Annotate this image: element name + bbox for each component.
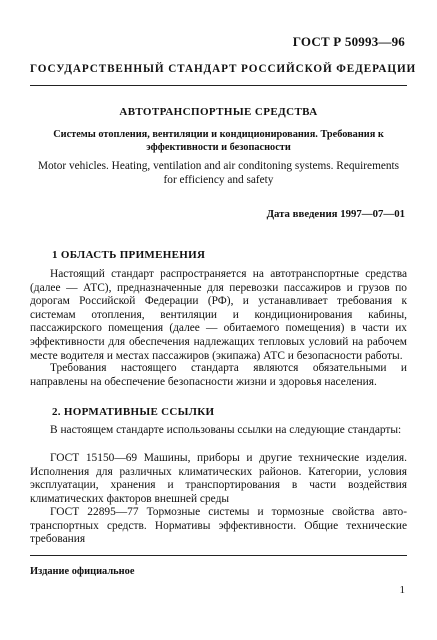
section-heading-scope: 1 ОБЛАСТЬ ПРИМЕНЕНИЯ: [52, 249, 206, 261]
paragraph-reference-gost-15150: ГОСТ 15150—69 Машины, приборы и другие технические изделия. Исполнения для различных климатических районов. Категории, условия эксплуатации, хранения и транспортирования в части воздействия климатических факторов внешней среды: [30, 452, 407, 505]
introduction-date: Дата введения 1997—07—01: [266, 208, 405, 220]
page-number: 1: [399, 584, 405, 596]
document-number: ГОСТ Р 50993—96: [292, 34, 405, 49]
footer-divider: [30, 555, 407, 556]
standard-title: ГОСУДАРСТВЕННЫЙ СТАНДАРТ РОССИЙСКОЙ ФЕДЕРАЦИИ: [30, 63, 417, 75]
paragraph-scope-1: Настоящий стандарт распространяется на автотранспортные средства (далее — АТС), предназначенные для перевозки пассажиров и грузов по дорогам Российской Федерации (РФ), и устанавливает требования к системам отопления, вентиляции и кондиционирования кабины, пассажирского помещения (далее — обитаемого помещения) в части их эффективности для обеспечения надлежащих тепловых условий на рабочем месте водителя и местах пассажиров (экипажа) АТС и безопасности работы.: [30, 268, 407, 362]
edition-label: Издание официальное: [30, 566, 135, 577]
subtitle-russian: Системы отопления, вентиляции и кондиционирования. Требования к эффективности и безопасности: [53, 129, 384, 153]
paragraph-reference-gost-22895: ГОСТ 22895—77 Тормозные системы и тормозные свойства автотранспортных средств. Нормативы эффективности. Общие технические требования: [30, 506, 407, 546]
paragraph-scope-2: Требования настоящего стандарта являются обязательными и направлены на обеспечение безопасности жизни и здоровья населения.: [30, 362, 407, 388]
subtitle-english: Motor vehicles. Heating, ventilation and air conditoning systems. Requirements for efficiency and safety: [37, 160, 400, 186]
document-title: АВТОТРАНСПОРТНЫЕ СРЕДСТВА: [119, 106, 318, 118]
paragraph-references-intro: В настоящем стандарте использованы ссылки на следующие стандарты:: [50, 424, 402, 436]
section-heading-references: 2. НОРМАТИВНЫЕ ССЫЛКИ: [52, 406, 215, 418]
header-divider: [30, 85, 407, 86]
